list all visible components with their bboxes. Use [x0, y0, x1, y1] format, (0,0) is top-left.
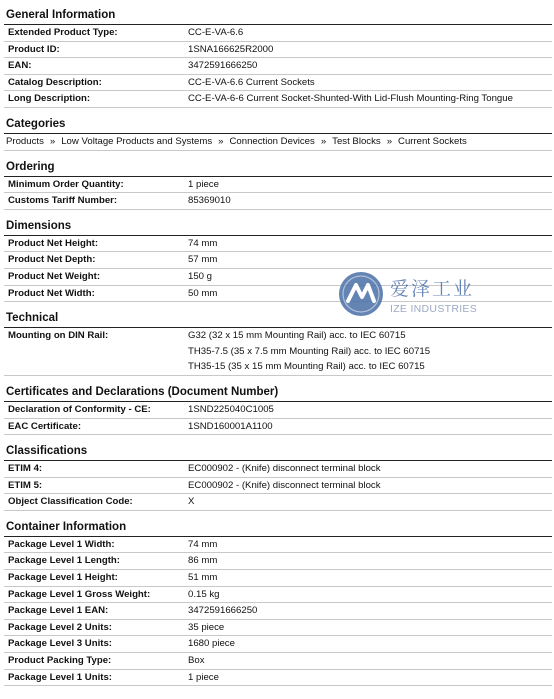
row-value: 1SND225040C1005: [188, 403, 274, 415]
row-label: Long Description:: [8, 93, 91, 105]
row-value: 86 mm: [188, 555, 218, 567]
row-value: Box: [188, 655, 205, 667]
table-row: [4, 620, 552, 637]
breadcrumb-item-test-blocks[interactable]: Test Blocks: [332, 135, 381, 147]
row-label: Catalog Description:: [8, 76, 102, 88]
table-row: [4, 402, 552, 419]
breadcrumb-separator: »: [49, 135, 56, 147]
row-label: Product Net Weight:: [8, 270, 101, 282]
row-label: Package Level 1 EAN:: [8, 605, 109, 617]
section-title: Dimensions: [4, 219, 552, 236]
breadcrumb: [4, 134, 552, 151]
row-label: Product Net Width:: [8, 287, 95, 299]
section-ordering: [4, 160, 552, 210]
row-value: EC000902 - (Knife) disconnect terminal block: [188, 479, 381, 491]
row-value: 1SND160001A1100: [188, 420, 273, 432]
row-value: 1 piece: [188, 671, 219, 683]
row-label: Product Net Height:: [8, 237, 99, 249]
row-value: 150 g: [188, 270, 213, 282]
section-title: Categories: [4, 117, 552, 134]
row-label: Package Level 1 Height:: [8, 572, 118, 584]
classifications-rows: [4, 461, 552, 511]
table-row: [4, 42, 552, 59]
breadcrumb-separator: »: [218, 135, 224, 147]
section-title: Ordering: [4, 160, 552, 177]
row-value: 3472591666250: [188, 60, 258, 72]
row-value: 35 piece: [188, 621, 225, 633]
row-value: X: [188, 496, 195, 508]
table-row: [4, 653, 552, 670]
general-rows: [4, 25, 552, 108]
table-row: [4, 670, 552, 687]
row-value: 1 piece: [188, 178, 219, 190]
row-label: Product Net Depth:: [8, 254, 96, 266]
row-label: EAC Certificate:: [8, 420, 82, 432]
section-container-information: [4, 520, 552, 686]
row-value: EC000902 - (Knife) disconnect terminal block: [188, 463, 381, 475]
table-row: [4, 177, 552, 194]
row-label: Minimum Order Quantity:: [8, 178, 124, 190]
breadcrumb-separator: »: [320, 135, 327, 147]
technical-rows: [4, 328, 552, 376]
table-row: [4, 193, 552, 210]
table-row: [4, 25, 552, 42]
row-label: Package Level 3 Units:: [8, 638, 112, 650]
row-value: G32 (32 x 15 mm Mounting Rail) acc. to IEC 60715 TH35-7.5 (35 x 7.5 mm Mounting Rail) acc. to IEC 60715 TH35-15 (35 x 15 mm Mounting Rail) acc. to IEC 60715: [188, 330, 431, 373]
table-row: [4, 553, 552, 570]
ordering-rows: [4, 177, 552, 210]
row-label: Package Level 1 Width:: [8, 538, 115, 550]
row-value: 74 mm: [188, 237, 218, 249]
table-row: [4, 58, 552, 75]
table-row: [4, 461, 552, 478]
row-label: ETIM 5:: [8, 479, 43, 491]
breadcrumb-item-products[interactable]: Products: [6, 135, 44, 147]
row-label: Product ID:: [8, 43, 60, 55]
certificates-rows: [4, 402, 552, 435]
watermark-text: [390, 274, 477, 315]
watermark: [338, 264, 498, 324]
section-title: Technical: [4, 311, 552, 328]
breadcrumb-item-low-voltage[interactable]: Low Voltage Products and Systems: [61, 135, 213, 147]
row-value: 50 mm: [188, 287, 218, 299]
breadcrumb-separator: »: [386, 135, 393, 147]
row-value: 85369010: [188, 195, 231, 207]
row-label: Declaration of Conformity - CE:: [8, 403, 151, 415]
table-row: [4, 636, 552, 653]
row-label: Mounting on DIN Rail:: [8, 330, 109, 342]
row-value: 57 mm: [188, 254, 218, 266]
section-title: Container Information: [4, 520, 552, 537]
row-value: 0.15 kg: [188, 588, 220, 600]
row-label: Object Classification Code:: [8, 496, 133, 508]
table-row: [4, 570, 552, 587]
table-row: [4, 587, 552, 604]
breadcrumb-item-connection-devices[interactable]: Connection Devices: [229, 135, 315, 147]
row-label: Package Level 1 Length:: [8, 555, 120, 567]
section-title: General Information: [4, 8, 552, 25]
section-categories: [4, 117, 552, 151]
row-label: Product Packing Type:: [8, 655, 112, 667]
container-rows: [4, 537, 552, 686]
section-general-information: [4, 8, 552, 108]
section-title: Certificates and Declarations (Document Number): [4, 385, 552, 402]
table-row: [4, 603, 552, 620]
row-value: 1680 piece: [188, 638, 235, 650]
product-datasheet: [4, 8, 552, 695]
section-title: Classifications: [4, 444, 552, 461]
row-value: CC-E-VA-6-6 Current Socket-Shunted-With Lid-Flush Mounting-Ring Tongue: [188, 93, 513, 105]
row-label: ETIM 4:: [8, 463, 43, 475]
breadcrumb-item-current-sockets[interactable]: Current Sockets: [398, 135, 467, 147]
table-row: [4, 478, 552, 495]
section-certificates: [4, 385, 552, 435]
row-value: 74 mm: [188, 538, 218, 550]
row-value: CC-E-VA-6.6 Current Sockets: [188, 76, 315, 88]
table-row: [4, 537, 552, 554]
row-label: Customs Tariff Number:: [8, 195, 118, 207]
table-row: [4, 494, 552, 511]
table-row: [4, 75, 552, 92]
row-label: Extended Product Type:: [8, 27, 118, 38]
section-classifications: [4, 444, 552, 511]
table-row: [4, 91, 552, 108]
row-value: 3472591666250: [188, 605, 258, 617]
row-label: Package Level 1 Gross Weight:: [8, 588, 151, 600]
row-label: Package Level 2 Units:: [8, 621, 112, 633]
ize-logo-icon: [338, 271, 384, 317]
table-row: [4, 419, 552, 436]
table-row: [4, 236, 552, 253]
row-value: 1SNA166625R2000: [188, 43, 274, 55]
row-value: CC-E-VA-6.6: [188, 27, 244, 38]
watermark-cn-text: 爱泽工业: [390, 277, 475, 300]
row-label: EAN:: [8, 60, 32, 72]
watermark-en-text: IZE INDUSTRIES: [390, 302, 478, 315]
table-row: [4, 328, 552, 376]
row-label: Package Level 1 Units:: [8, 671, 112, 683]
row-value: 51 mm: [188, 572, 218, 584]
